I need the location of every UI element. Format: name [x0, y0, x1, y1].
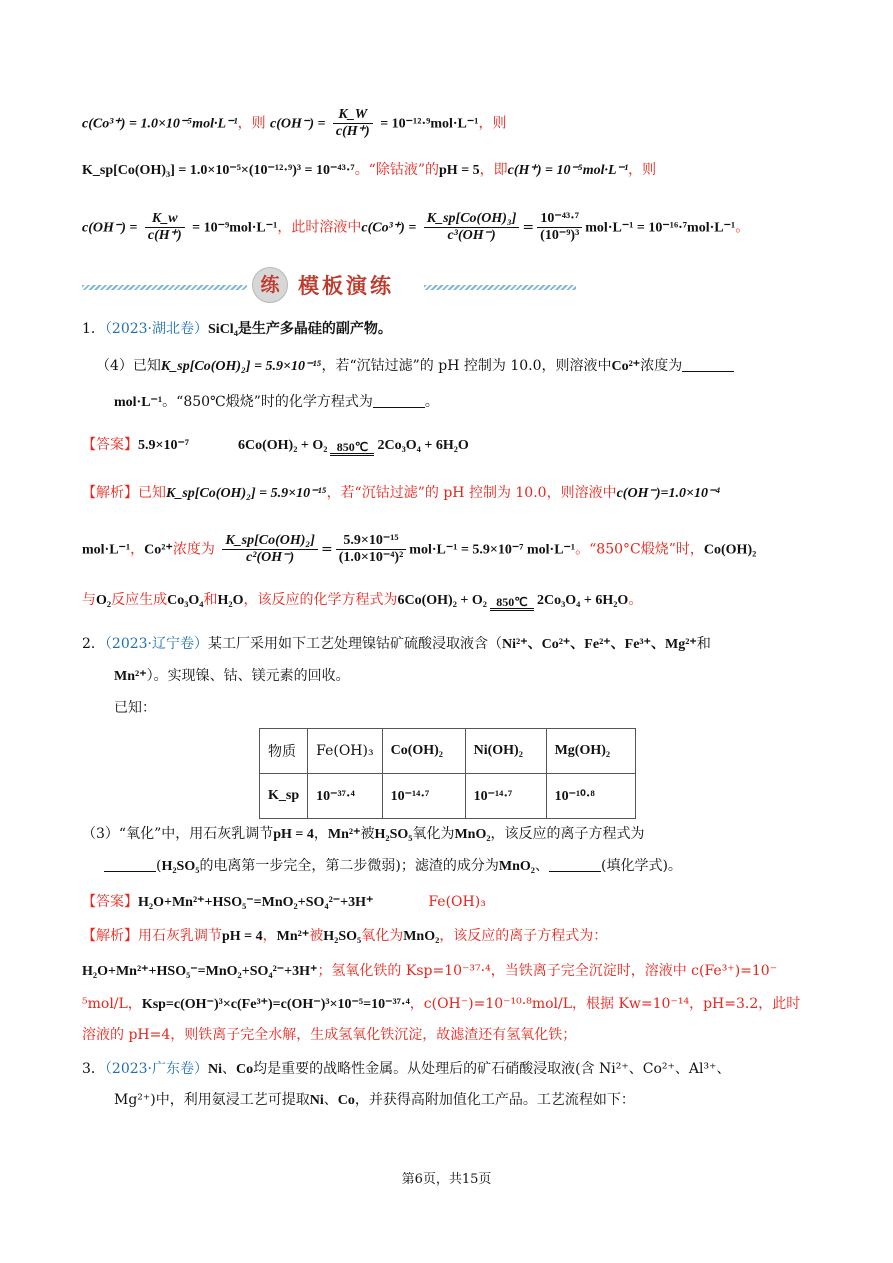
calc-formula: K_sp[Co(OH)₃] = 1.0×10⁻⁵×(10⁻¹²·⁹)³ = 10⁻⁴³·⁷	[82, 163, 355, 178]
question-1-part-4	[96, 355, 734, 378]
section-banner	[82, 263, 576, 303]
calc-formula: mol·L⁻¹ = 10⁻¹⁶·⁷mol·L⁻¹	[585, 220, 736, 236]
question-2-header	[82, 633, 711, 656]
calc-formula: c(Co³⁺) = 1.0×10⁻⁵mol·L⁻¹	[82, 116, 238, 132]
practice-badge-icon: 练	[252, 267, 288, 303]
explanation-text: 被	[309, 928, 324, 944]
question-1-explanation-1	[82, 482, 720, 505]
unit: mol·L⁻¹	[114, 395, 163, 410]
calc-line-2	[82, 159, 656, 182]
question-source: （2023·辽宁卷）	[104, 636, 209, 652]
table-cell: 10⁻¹⁴·⁷	[382, 774, 465, 819]
table-row	[260, 774, 636, 819]
question-1-answer	[82, 434, 469, 457]
question-text: 、	[323, 1092, 338, 1108]
question-number: 3．	[82, 1061, 105, 1077]
formula: pH = 4	[222, 929, 263, 944]
question-text: ，若“沉钴过滤”的 pH 控制为 10.0，则溶液中	[321, 358, 612, 374]
formula: Mn²⁺	[327, 827, 361, 842]
formula: Co²⁺	[611, 359, 641, 374]
calc-text: 。“除钴液”的	[354, 162, 440, 178]
answer-value: 5.9×10⁻⁷	[138, 438, 190, 453]
question-2-known: 已知：	[114, 700, 156, 716]
question-2-explanation-1	[82, 925, 607, 948]
formula: MnO₂	[454, 827, 491, 842]
calc-text: ，则	[628, 162, 657, 178]
formula: H₂O	[217, 593, 244, 608]
question-3-header	[82, 1058, 731, 1081]
explanation-text: 。	[628, 592, 643, 608]
calc-formula: c(H⁺) = 10⁻⁵mol·L⁻¹	[507, 163, 629, 178]
answer-value: Fe(OH)₃	[428, 894, 486, 910]
table-header-cell: Ni(OH)₂	[465, 729, 546, 774]
answer-blank	[104, 857, 156, 872]
formula: O₂	[96, 593, 112, 608]
question-text: ，该反应的离子方程式为	[490, 826, 645, 842]
question-text: 的电离第一步完全，第二步微弱)；滤渣的成分为	[199, 858, 499, 874]
explanation-text: ；氢氧化铁的 Ksp=10⁻³⁷·⁴，当铁离子完全沉淀时，溶液中 c(Fe³⁺)=10⁻	[317, 963, 778, 979]
question-text: 均是重要的战略性金属。从处理后的矿石硝酸浸取液(含 Ni²⁺、Co²⁺、Al³⁺、	[253, 1061, 731, 1077]
fraction-denominator: c(H⁺)	[147, 228, 182, 243]
fraction	[145, 211, 185, 244]
answer-blank	[682, 357, 734, 372]
formula: pH = 4	[273, 827, 314, 842]
table-cell: 10⁻¹⁰·⁸	[546, 774, 635, 819]
formula: Co(OH)₂	[703, 542, 757, 558]
table-header-cell: 物质	[260, 729, 308, 774]
fraction	[424, 211, 520, 244]
question-text: （3）“氧化”中，用石灰乳调节	[82, 826, 274, 842]
equation-left: 6Co(OH)₂ + O₂	[237, 438, 328, 453]
formula: MnO₂	[498, 859, 535, 874]
question-text: 和	[696, 636, 711, 652]
fraction-numerator: K_sp[Co(OH)₂]	[222, 533, 318, 550]
explanation-text: ，该反应的化学方程式为	[243, 592, 398, 608]
question-text: Mg²⁺)中，利用氨浸工艺可提取	[114, 1092, 310, 1108]
reaction-arrow	[330, 441, 374, 456]
fraction-numerator: 5.9×10⁻¹⁵	[336, 533, 407, 550]
explanation-text: 与	[82, 592, 96, 608]
question-1-explanation-2: mol·L⁻¹，Co²⁺浓度为 $\frac{\text{K\_sp[Co(OH)₂]}}{\text{c²(OH⁻)}}$ = $\frac{\text{5.9×10⁻¹⁵}}{\text{(1.0×10⁻⁴)²}}$ mol·L⁻¹ = 5.9×10⁻⁷ mol·L⁻¹。“850°C煅烧”时，Co(OH)₂	[82, 533, 757, 565]
calc-formula: c(OH⁻) =	[82, 220, 138, 236]
fraction	[333, 107, 373, 140]
table-row	[260, 729, 636, 774]
question-2-header-cont	[114, 665, 350, 688]
explanation-text: ，该反应的离子方程式为：	[439, 928, 608, 944]
table-cell: 10⁻³⁷·⁴	[308, 774, 382, 819]
question-2-answer	[82, 891, 486, 914]
calc-text: 。	[735, 219, 750, 236]
calc-formula: = 10⁻¹²·⁹mol·L⁻¹	[380, 116, 479, 132]
formula: H₂SO₅	[374, 827, 413, 842]
question-source: （2023·湖北卷）	[104, 321, 209, 337]
equation-right: 2Co₃O₄ + 6H₂O	[377, 438, 469, 453]
explanation-text: ，	[262, 928, 277, 944]
calc-text: ，则	[478, 115, 507, 132]
fraction-denominator: (1.0×10⁻⁴)²	[338, 550, 404, 565]
reaction-condition: 850℃	[496, 595, 528, 609]
reaction-arrow	[490, 596, 534, 611]
banner-stripe-right	[424, 285, 576, 290]
question-number: 2．	[82, 636, 105, 652]
question-text: 、	[535, 858, 549, 874]
calc-formula: c(Co³⁺) =	[361, 220, 417, 236]
question-text: 氧化为	[412, 826, 455, 842]
calc-formula: pH = 5	[439, 163, 480, 178]
answer-blank	[373, 393, 425, 408]
calc-text: ，此时溶液中	[277, 219, 362, 236]
table-header-cell: Fe(OH)₃	[308, 729, 382, 774]
fraction-numerator: K_sp[Co(OH)₃]	[424, 211, 520, 228]
calc-text: ，则	[237, 115, 266, 132]
calc-formula: c(OH⁻) =	[270, 116, 326, 132]
question-text: ，	[313, 826, 328, 842]
formula: H₂SO₅	[161, 859, 200, 874]
formula: MnO₂	[403, 929, 440, 944]
question-2-explanation-4: 溶液的 pH=4，则铁离子完全水解，生成氢氧化铁沉淀，故滤渣还有氢氧化铁；	[82, 1027, 577, 1043]
formula: mol·L⁻¹ = 5.9×10⁻⁷ mol·L⁻¹	[409, 542, 576, 558]
explanation-text: 用石灰乳调节	[138, 928, 222, 944]
question-1-explanation-3	[82, 589, 642, 612]
fraction-denominator: c²(OH⁻)	[246, 550, 295, 565]
explanation-text: ，	[130, 541, 145, 558]
question-2-part-3	[82, 823, 645, 846]
formula: Mn²⁺	[276, 929, 310, 944]
unit: mol·L⁻¹	[82, 542, 131, 558]
question-text: 、	[222, 1061, 237, 1077]
explanation-text: ⁵mol/L，	[82, 996, 142, 1012]
answer-value: H₂O+Mn²⁺+HSO₅⁻=MnO₂+SO₄²⁻+3H⁺	[138, 895, 374, 910]
question-2-explanation-3	[82, 993, 800, 1016]
formula: K_sp[Co(OH)₂] = 5.9×10⁻¹⁵	[160, 359, 322, 374]
explanation-label: 【解析】	[82, 485, 138, 501]
question-intro: SiCl₄是生产多晶硅的副产物。	[208, 322, 392, 337]
ksp-table	[259, 728, 636, 819]
formula: Co₃O₄	[167, 593, 204, 608]
formula: H₂O+Mn²⁺+HSO₅⁻=MnO₂+SO₄²⁻+3H⁺	[82, 964, 318, 979]
formula: Ni	[208, 1062, 223, 1077]
question-text: ，并获得高附加值化工产品。工艺流程如下：	[354, 1092, 635, 1108]
formula: Ksp=c(OH⁻)³×c(Fe³⁺)=c(OH⁻)³×10⁻⁵=10⁻³⁷·⁴	[141, 997, 410, 1012]
formula: Ni²⁺、Co²⁺、Fe²⁺、Fe³⁺、Mg²⁺	[502, 637, 697, 652]
banner-stripe-left	[82, 285, 247, 290]
formula: K_sp[Co(OH)₂] = 5.9×10⁻¹⁵	[166, 486, 327, 501]
table-cell: K_sp	[260, 774, 308, 819]
table-header-cell: Co(OH)₂	[382, 729, 465, 774]
question-text: (填化学式)。	[601, 858, 682, 874]
answer-label: 【答案】	[82, 894, 138, 910]
question-text: 。	[424, 394, 439, 410]
explanation-text: 。“850°C煅烧”时，	[575, 541, 704, 558]
table-cell: 10⁻¹⁴·⁷	[465, 774, 546, 819]
question-text: 浓度为	[640, 358, 683, 374]
question-2-explanation-2	[82, 960, 777, 983]
question-1-header	[82, 318, 392, 341]
question-text: （4）已知	[96, 358, 161, 374]
explanation-text: ，c(OH⁻)=10⁻¹⁰·⁸mol/L，根据 Kw=10⁻¹⁴，pH=3.2，此时	[409, 996, 801, 1012]
answer-blank	[549, 857, 601, 872]
equation-right: 2Co₃O₄ + 6H₂O	[536, 593, 629, 608]
explanation-text: 反应生成	[111, 592, 168, 608]
equation-left: 6Co(OH)₂ + O₂	[397, 593, 487, 608]
fraction-numerator: 10⁻⁴³·⁷	[537, 211, 582, 228]
explanation-text: 氧化为	[361, 928, 404, 944]
explanation-text: ，若“沉钴过滤”的 pH 控制为 10.0，则溶液中	[326, 485, 617, 501]
fraction	[222, 533, 318, 566]
fraction-denominator: c(H⁺)	[335, 124, 370, 139]
formula: Mn²⁺	[114, 669, 147, 684]
calc-line-1	[82, 107, 506, 140]
question-2-part-3-cont	[104, 855, 682, 878]
answer-label: 【答案】	[82, 437, 138, 453]
calc-text: ，即	[479, 162, 508, 178]
page-footer: 第6页，共15页	[401, 1172, 492, 1187]
calc-formula: = 10⁻⁹mol·L⁻¹	[192, 220, 278, 236]
formula: Co	[236, 1062, 254, 1077]
table-header-cell: Mg(OH)₂	[546, 729, 635, 774]
explanation-label: 【解析】	[82, 928, 138, 944]
formula: Co	[337, 1093, 355, 1108]
fraction	[537, 211, 582, 244]
formula: Co²⁺	[144, 542, 173, 558]
banner-title: 模板演练	[298, 273, 394, 298]
question-text: 某工厂采用如下工艺处理镍钴矿硫酸浸取液含（	[208, 636, 503, 652]
calc-line-3: c(OH⁻) = $\frac{K\_w}{c(H^+)}$ = 10⁻⁹mol·L⁻¹，此时溶液中c(Co³⁺) = $\frac{\text{K\_sp[Co(OH)₃]}}{\text{c³(OH⁻)}}$ = $\frac{\text{10⁻⁴³·⁷}}{\text{(10⁻⁹)³}}$ mol·L⁻¹ = 10⁻¹⁶·⁷mol·L⁻¹。	[82, 211, 750, 243]
question-text: 被	[360, 826, 375, 842]
fraction-numerator: K_W	[333, 107, 373, 124]
question-1-part-4-cont	[114, 391, 439, 414]
formula: H₂SO₅	[323, 929, 362, 944]
formula: Ni	[309, 1093, 324, 1108]
explanation-text: 和	[203, 592, 218, 608]
reaction-condition: 850℃	[336, 440, 369, 454]
question-text: 。“850℃煅烧”时的化学方程式为	[162, 394, 373, 410]
question-source: （2023·广东卷）	[104, 1061, 209, 1077]
question-3-header-cont	[114, 1089, 635, 1112]
fraction-denominator: (10⁻⁹)³	[540, 228, 580, 243]
question-text: (	[156, 858, 162, 874]
formula: c(OH⁻)=1.0×10⁻⁴	[616, 486, 721, 501]
fraction-denominator: c³(OH⁻)	[447, 228, 496, 243]
fraction	[336, 533, 407, 566]
question-number: 1．	[82, 321, 105, 337]
question-text: ）。实现镍、钴、镁元素的回收。	[146, 668, 350, 684]
explanation-text: 已知	[138, 485, 166, 501]
explanation-text: 浓度为	[172, 541, 215, 558]
fraction-numerator: K_w	[145, 211, 185, 228]
